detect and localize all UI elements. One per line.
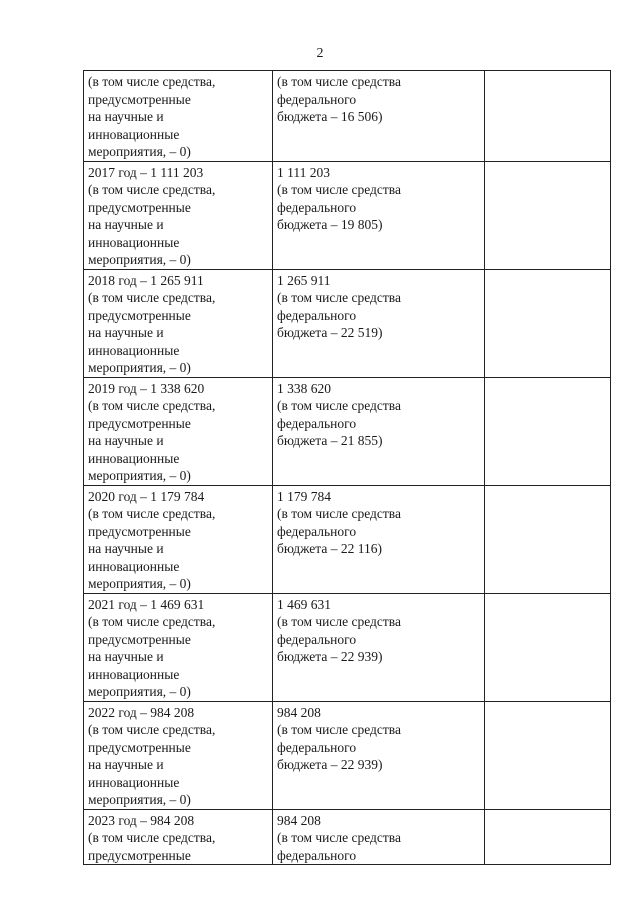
federal-amount-cell: 1 179 784 (в том числе средства федерального бюджета – 22 116) xyxy=(273,485,485,593)
table-row xyxy=(84,71,611,162)
empty-cell xyxy=(485,161,611,269)
federal-amount-cell: 1 111 203 (в том числе средства федерального бюджета – 19 805) xyxy=(273,161,485,269)
table-row xyxy=(84,161,611,269)
table-row xyxy=(84,269,611,377)
empty-cell xyxy=(485,269,611,377)
federal-amount-cell: (в том числе средства федерального бюджета – 16 506) xyxy=(273,71,485,162)
page-number: 2 xyxy=(316,46,324,61)
table-row xyxy=(84,485,611,593)
total-amount-cell: 2020 год – 1 179 784 (в том числе средства, предусмотренные на научные и инновационные мероприятия, – 0) xyxy=(84,485,273,593)
federal-amount-cell: 1 469 631 (в том числе средства федерального бюджета – 22 939) xyxy=(273,593,485,701)
table-row xyxy=(84,593,611,701)
table-row xyxy=(84,701,611,809)
empty-cell xyxy=(485,701,611,809)
empty-cell xyxy=(485,809,611,865)
total-amount-cell: 2018 год – 1 265 911 (в том числе средства, предусмотренные на научные и инновационные мероприятия, – 0) xyxy=(84,269,273,377)
total-amount-cell: 2017 год – 1 111 203 (в том числе средства, предусмотренные на научные и инновационные мероприятия, – 0) xyxy=(84,161,273,269)
empty-cell xyxy=(485,71,611,162)
total-amount-cell: (в том числе средства, предусмотренные на научные и инновационные мероприятия, – 0) xyxy=(84,71,273,162)
budget-table xyxy=(83,70,611,865)
table-row xyxy=(84,809,611,865)
total-amount-cell: 2022 год – 984 208 (в том числе средства, предусмотренные на научные и инновационные мероприятия, – 0) xyxy=(84,701,273,809)
federal-amount-cell: 984 208 (в том числе средства федерального бюджета – 22 939) xyxy=(273,701,485,809)
total-amount-cell: 2019 год – 1 338 620 (в том числе средства, предусмотренные на научные и инновационные мероприятия, – 0) xyxy=(84,377,273,485)
federal-amount-cell: 984 208 (в том числе средства федерального xyxy=(273,809,485,865)
empty-cell xyxy=(485,593,611,701)
federal-amount-cell: 1 338 620 (в том числе средства федерального бюджета – 21 855) xyxy=(273,377,485,485)
empty-cell xyxy=(485,485,611,593)
total-amount-cell: 2023 год – 984 208 (в том числе средства, предусмотренные xyxy=(84,809,273,865)
empty-cell xyxy=(485,377,611,485)
table-row xyxy=(84,377,611,485)
total-amount-cell: 2021 год – 1 469 631 (в том числе средства, предусмотренные на научные и инновационные мероприятия, – 0) xyxy=(84,593,273,701)
federal-amount-cell: 1 265 911 (в том числе средства федерального бюджета – 22 519) xyxy=(273,269,485,377)
